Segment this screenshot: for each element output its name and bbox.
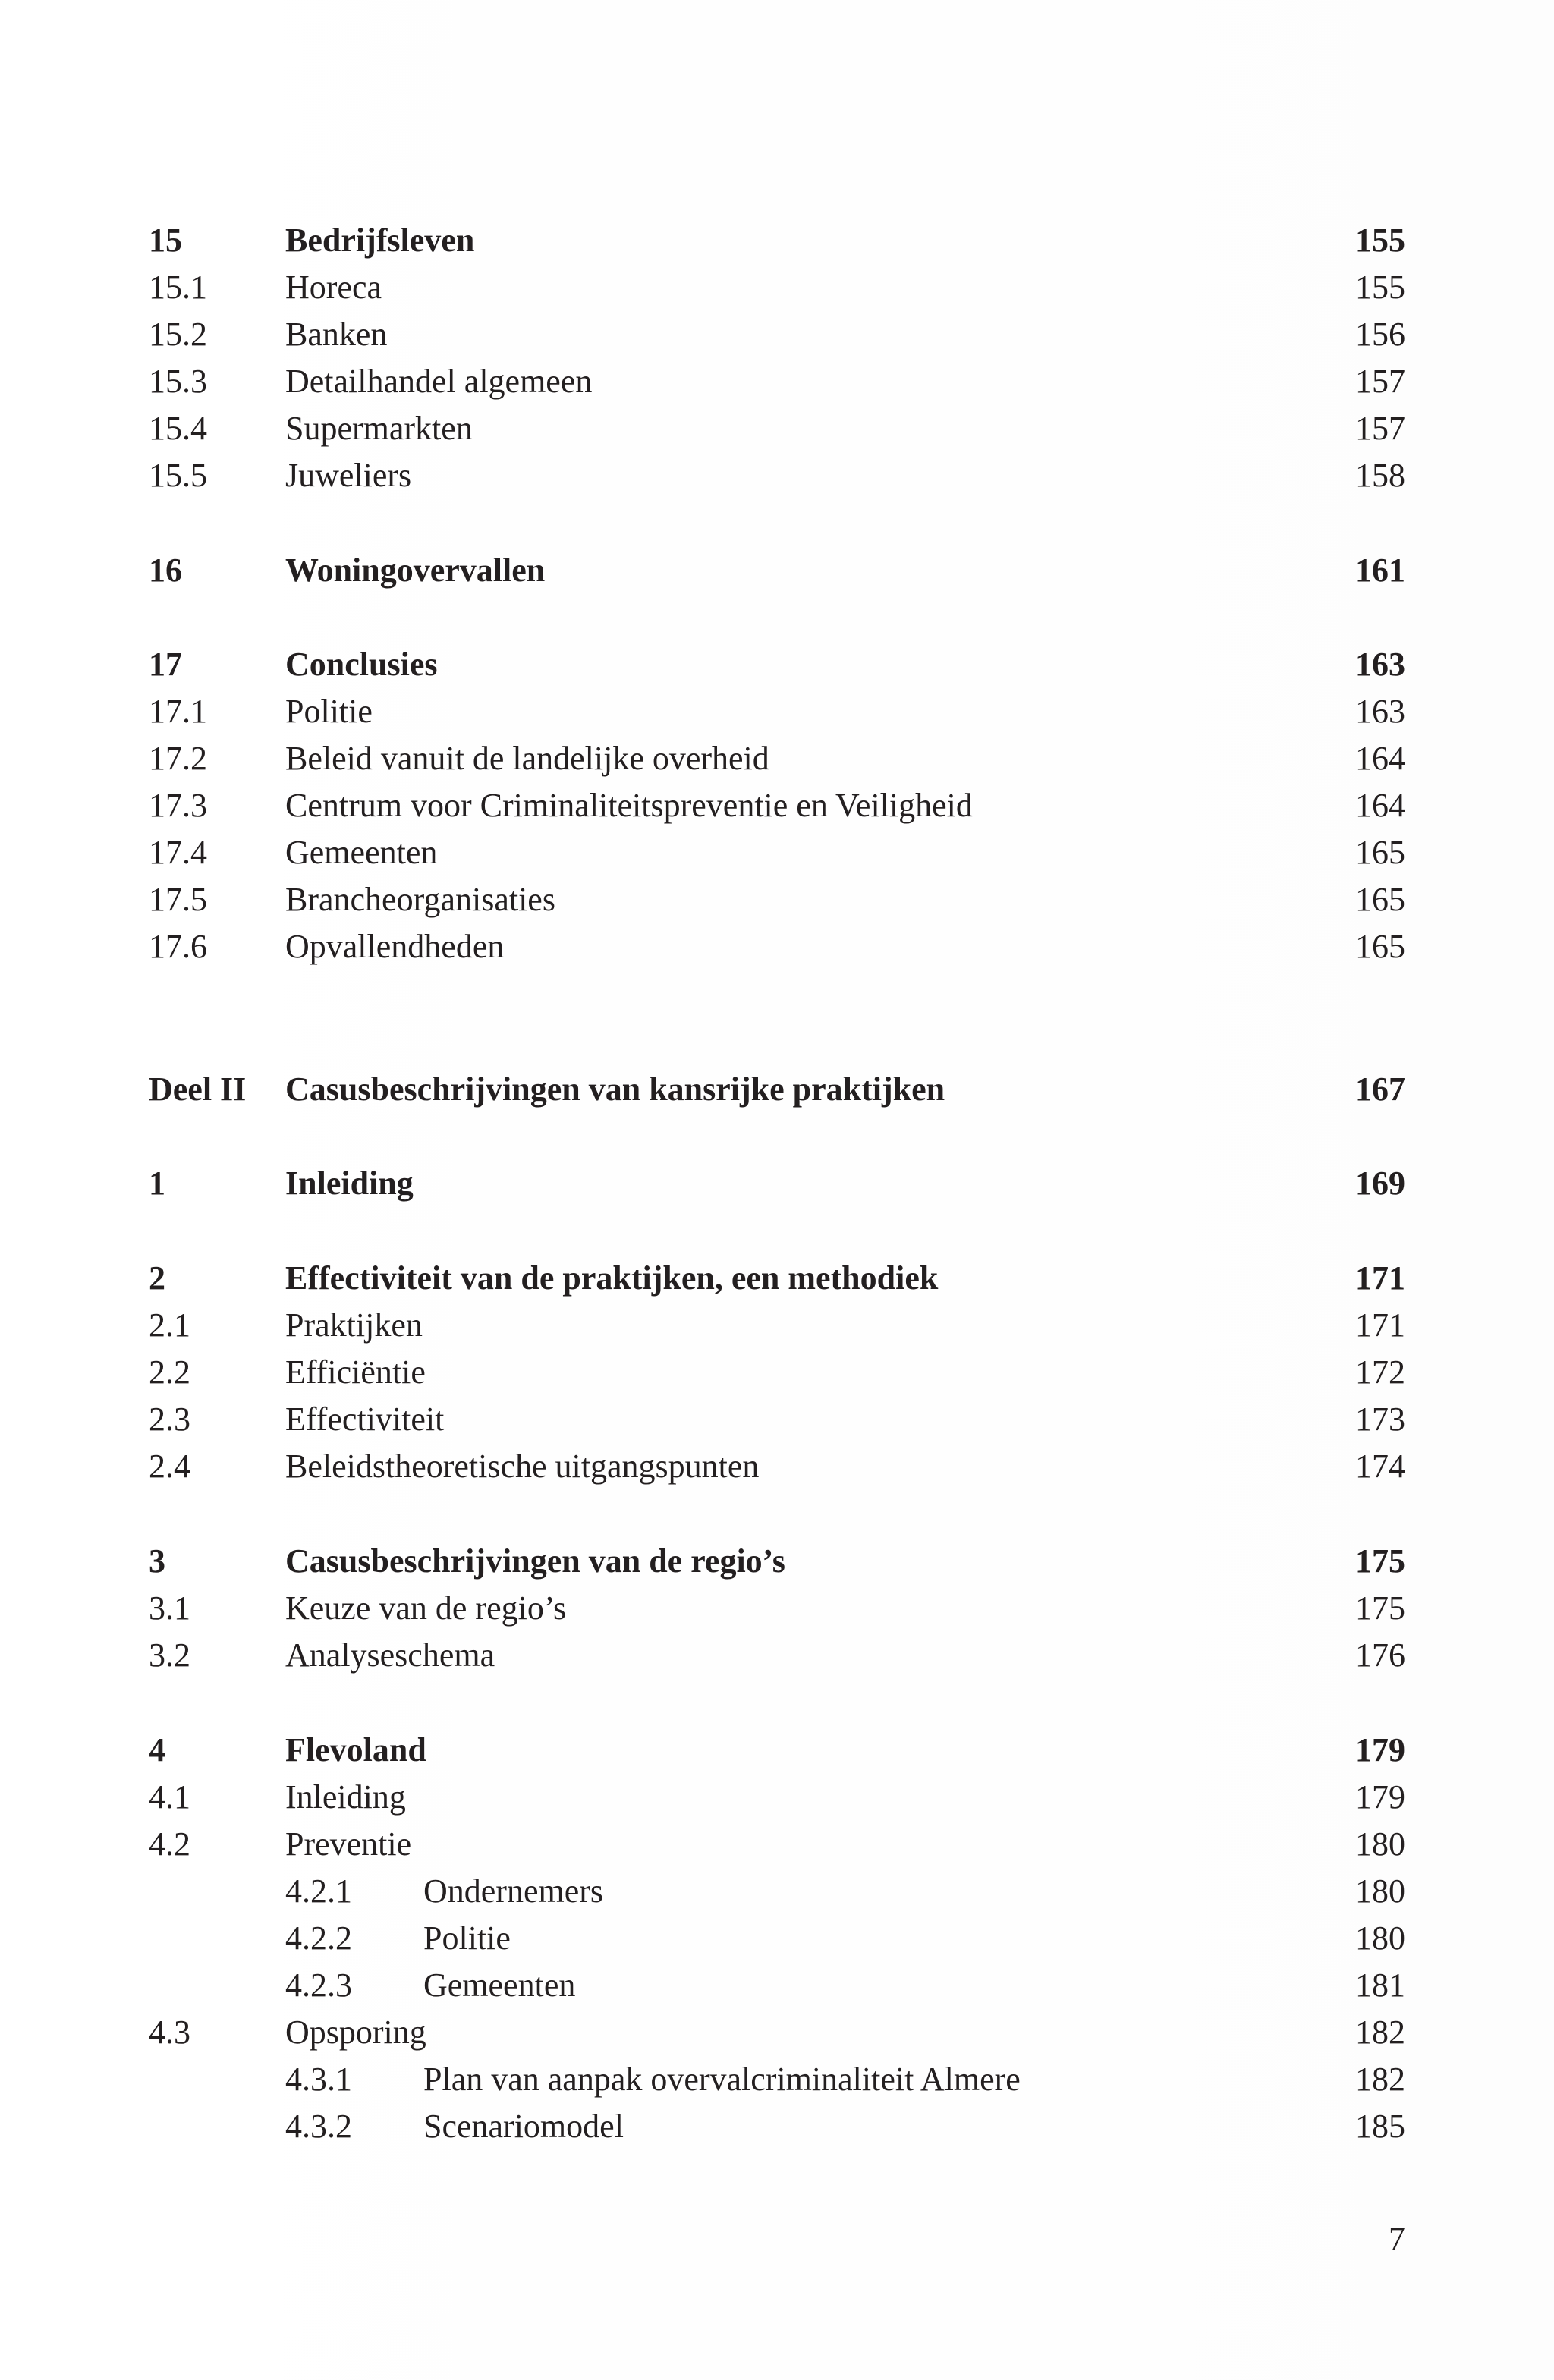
toc-entry [0, 876, 1554, 923]
toc-entry [0, 358, 1554, 405]
toc-number: 17.1 [149, 693, 207, 730]
toc-title: Scenariomodel [423, 2108, 624, 2145]
toc-page-number: 155 [1355, 222, 1405, 259]
toc-number: 17.6 [149, 928, 207, 965]
toc-entry [0, 2009, 1554, 2056]
toc-number: 17.4 [149, 834, 207, 871]
toc-number: 15.2 [149, 316, 207, 353]
toc-title: Preventie [285, 1825, 412, 1863]
toc-title: Gemeenten [423, 1967, 576, 2004]
toc-number: 4.2.1 [285, 1872, 352, 1910]
toc-number: 4.1 [149, 1778, 190, 1816]
toc-number: 15.1 [149, 269, 207, 306]
toc-chapter [0, 217, 1554, 264]
toc-page-number: 164 [1355, 740, 1405, 777]
toc-title: Praktijken [285, 1306, 423, 1344]
toc-page-number: 179 [1355, 1731, 1405, 1768]
toc-number: 4.3 [149, 2014, 190, 2051]
toc-page-number: 185 [1355, 2108, 1405, 2145]
toc-entry [0, 1774, 1554, 1821]
toc-page-number: 161 [1355, 552, 1405, 589]
toc-title: Bedrijfsleven [285, 222, 475, 259]
toc-page-number: 163 [1355, 646, 1405, 683]
toc-page-number: 179 [1355, 1778, 1405, 1816]
toc-number: 2.3 [149, 1401, 190, 1438]
toc-number: 2.1 [149, 1306, 190, 1344]
toc-page-number: 165 [1355, 834, 1405, 871]
toc-number: 17.3 [149, 787, 207, 824]
toc-title: Inleiding [285, 1165, 414, 1202]
toc-page-number: 157 [1355, 410, 1405, 447]
toc-number: 15.5 [149, 457, 207, 494]
toc-chapter [0, 547, 1554, 594]
toc-number: 4.3.1 [285, 2061, 352, 2098]
toc-page-number: 175 [1355, 1589, 1405, 1627]
toc-title: Banken [285, 316, 388, 353]
toc-page-number: 167 [1355, 1071, 1405, 1108]
toc-page-number: 180 [1355, 1919, 1405, 1957]
toc-page-number: 171 [1355, 1306, 1405, 1344]
toc-number: 15.3 [149, 363, 207, 400]
toc-number: 17.2 [149, 740, 207, 777]
toc-page-number: 175 [1355, 1542, 1405, 1580]
toc-title: Brancheorganisaties [285, 881, 555, 918]
toc-number: Deel II [149, 1071, 247, 1108]
toc-title: Efficiëntie [285, 1353, 426, 1391]
toc-entry [0, 782, 1554, 829]
toc-chapter [0, 1255, 1554, 1302]
toc-entry [0, 1396, 1554, 1443]
toc-page-number: 164 [1355, 787, 1405, 824]
toc-entry [0, 452, 1554, 499]
toc-title: Centrum voor Criminaliteitspreventie en Veiligheid [285, 787, 973, 824]
toc-title: Woningovervallen [285, 552, 546, 589]
toc-number: 15.4 [149, 410, 207, 447]
toc-number: 17 [149, 646, 182, 683]
toc-number: 4 [149, 1731, 165, 1768]
toc-page-number: 180 [1355, 1872, 1405, 1910]
toc-number: 16 [149, 552, 182, 589]
toc-title: Beleidstheoretische uitgangspunten [285, 1448, 760, 1485]
toc-subentry [0, 1868, 1554, 1915]
toc-page-number: 171 [1355, 1259, 1405, 1297]
toc-page-number: 165 [1355, 928, 1405, 965]
toc-page-number: 181 [1355, 1967, 1405, 2004]
toc-number: 17.5 [149, 881, 207, 918]
toc-title: Casusbeschrijvingen van de regio’s [285, 1542, 785, 1580]
toc-title: Effectiviteit [285, 1401, 445, 1438]
toc-entry [0, 311, 1554, 358]
toc-entry [0, 1443, 1554, 1490]
toc-title: Supermarkten [285, 410, 473, 447]
toc-number: 4.2 [149, 1825, 190, 1863]
toc-subentry [0, 1915, 1554, 1962]
toc-number: 1 [149, 1165, 165, 1202]
toc-entry [0, 1302, 1554, 1349]
toc-number: 2 [149, 1259, 165, 1297]
toc-chapter [0, 1160, 1554, 1207]
toc-page-number: 156 [1355, 316, 1405, 353]
toc-chapter [0, 641, 1554, 688]
toc-number: 2.2 [149, 1353, 190, 1391]
toc-entry [0, 1349, 1554, 1396]
toc-entry [0, 1821, 1554, 1868]
toc-title: Gemeenten [285, 834, 438, 871]
page-number: 7 [1389, 2220, 1405, 2257]
toc-subentry [0, 2056, 1554, 2103]
toc-number: 4.2.2 [285, 1919, 352, 1957]
toc-title: Politie [285, 693, 373, 730]
toc-entry [0, 923, 1554, 970]
toc-title: Detailhandel algemeen [285, 363, 593, 400]
toc-title: Keuze van de regio’s [285, 1589, 567, 1627]
toc-page-number: 169 [1355, 1165, 1405, 1202]
toc-entry [0, 1585, 1554, 1632]
toc-title: Inleiding [285, 1778, 406, 1816]
toc-title: Politie [423, 1919, 511, 1957]
toc-entry [0, 1632, 1554, 1679]
toc-page-number: 176 [1355, 1636, 1405, 1674]
toc-title: Casusbeschrijvingen van kansrijke praktijken [285, 1071, 945, 1108]
toc-number: 2.4 [149, 1448, 190, 1485]
toc-page-number: 180 [1355, 1825, 1405, 1863]
toc-title: Ondernemers [423, 1872, 604, 1910]
toc-title: Opvallendheden [285, 928, 505, 965]
toc-page-number: 174 [1355, 1448, 1405, 1485]
toc-entry [0, 688, 1554, 735]
toc-page-number: 163 [1355, 693, 1405, 730]
toc-subentry [0, 1962, 1554, 2009]
toc-title: Conclusies [285, 646, 438, 683]
toc-title: Horeca [285, 269, 382, 306]
toc-page-number: 158 [1355, 457, 1405, 494]
toc-number: 3 [149, 1542, 165, 1580]
toc-chapter [0, 1538, 1554, 1585]
toc-number: 4.3.2 [285, 2108, 352, 2145]
toc-title: Analyseschema [285, 1636, 495, 1674]
toc-entry [0, 829, 1554, 876]
toc-page-number: 155 [1355, 269, 1405, 306]
toc-entry [0, 405, 1554, 452]
toc-page-number: 182 [1355, 2061, 1405, 2098]
toc-page-number: 172 [1355, 1353, 1405, 1391]
toc-entry [0, 735, 1554, 782]
toc-title: Flevoland [285, 1731, 426, 1768]
toc-chapter [0, 1727, 1554, 1774]
toc-page-number: 173 [1355, 1401, 1405, 1438]
toc-page-number: 165 [1355, 881, 1405, 918]
toc-page-number: 182 [1355, 2014, 1405, 2051]
toc-subentry [0, 2103, 1554, 2150]
toc-number: 3.2 [149, 1636, 190, 1674]
toc-title: Plan van aanpak overvalcriminaliteit Almere [423, 2061, 1021, 2098]
toc-entry [0, 264, 1554, 311]
toc-title: Opsporing [285, 2014, 426, 2051]
toc-title: Beleid vanuit de landelijke overheid [285, 740, 769, 777]
toc-page-number: 157 [1355, 363, 1405, 400]
toc-title: Effectiviteit van de praktijken, een methodiek [285, 1259, 939, 1297]
toc-chapter [0, 1066, 1554, 1113]
toc-number: 4.2.3 [285, 1967, 352, 2004]
toc-number: 3.1 [149, 1589, 190, 1627]
toc-number: 15 [149, 222, 182, 259]
toc-title: Juweliers [285, 457, 412, 494]
